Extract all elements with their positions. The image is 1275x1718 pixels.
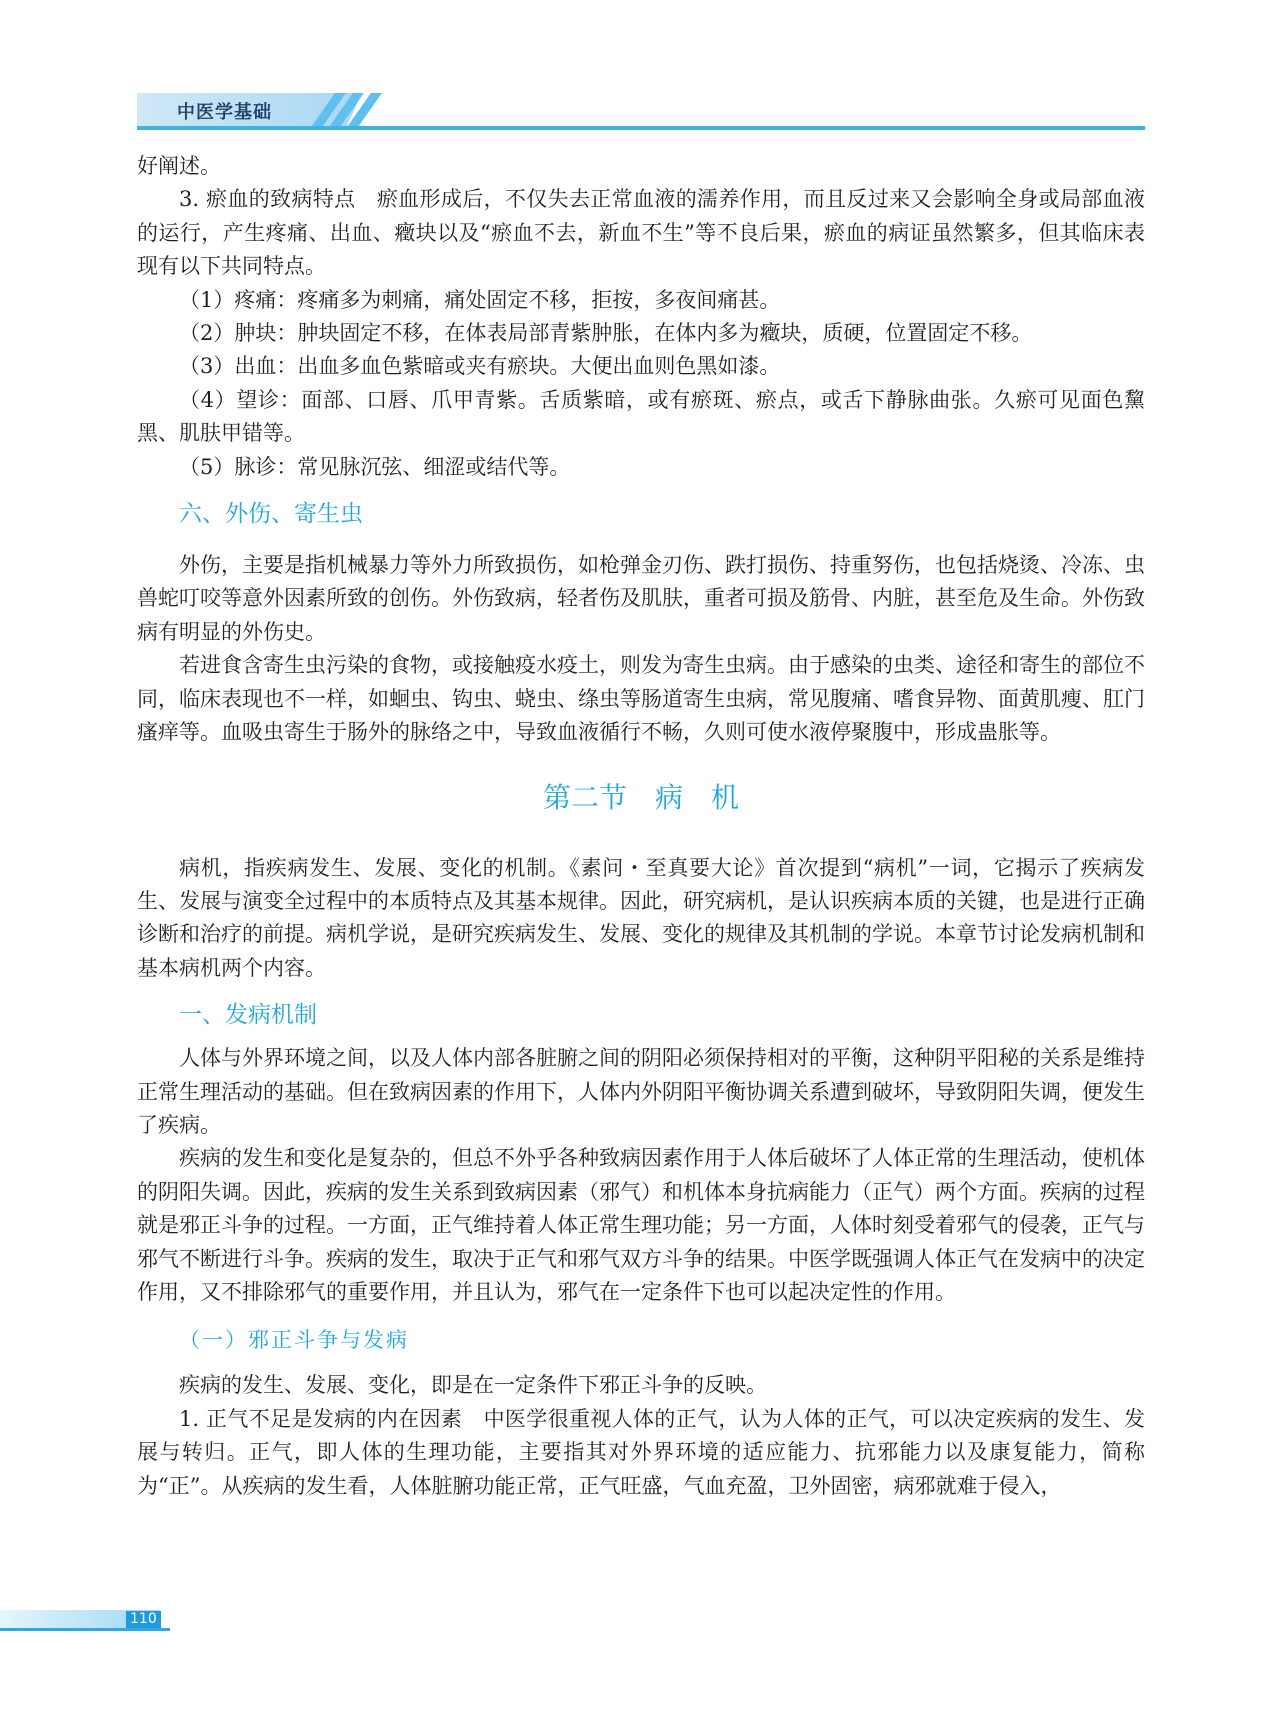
page-number: 110 [126,1611,161,1628]
chapter-section-title: 第二节 病 机 [542,780,739,814]
list-item: （4）望诊：面部、口唇、爪甲青紫。舌质紫暗，或有瘀斑、瘀点，或舌下静脉曲张。久瘀可见面色黧黑、肌肤甲错等。 [137,387,1145,446]
list-item: （3）出血：出血多血色紫暗或夹有瘀块。大便出血则色黑如漆。 [179,354,781,379]
paragraph: 外伤，主要是指机械暴力等外力所致损伤，如枪弹金刃伤、跌打损伤、持重努伤，也包括烧烫、冷冻、虫兽蛇叮咬等意外因素所致的创伤。外伤致病，轻者伤及肌肤，重者可损及筋骨、内脏，甚至危及生命。外伤致病有明显的外伤史。 [137,553,1145,644]
header-rule [137,126,1145,130]
paragraph: 病机，指疾病发生、发展、变化的机制。《素问・至真要大论》首次提到“病机”一词，它揭示了疾病发生、发展与演变全过程中的本质特点及其基本规律。因此，研究病机，是认识疾病本质的关键，也是进行正确诊断和治疗的前提。病机学说，是研究疾病发生、发展、变化的规律及其机制的学说。本章节讨论发病机制和基本病机两个内容。 [137,855,1145,980]
paragraph: 1. 正气不足是发病的内在因素 中医学很重视人体的正气，认为人体的正气，可以决定疾病的发生、发展与转归。正气，即人体的生理功能，主要指其对外界环境的适应能力、抗邪能力以及康复能力，简称为“正”。从疾病的发生看，人体脏腑功能正常，正气旺盛，气血充盈，卫外固密，病邪就难于侵入， [137,1406,1145,1498]
running-header [137,93,1145,133]
paragraph: 若进食含寄生虫污染的食物，或接触疫水疫土，则发为寄生虫病。由于感染的虫类、途径和寄生的部位不同，临床表现也不一样，如蛔虫、钩虫、蛲虫、绦虫等肠道寄生虫病，常见腹痛、嗜食异物、面黄肌瘦、肛门瘙痒等。血吸虫寄生于肠外的脉络之中，导致血液循行不畅，久则可使水液停聚腹中，形成蛊胀等。 [137,653,1145,745]
paragraph: 疾病的发生、发展、变化，即是在一定条件下邪正斗争的反映。 [179,1373,767,1398]
paragraph: 人体与外界环境之间，以及人体内部各脏腑之间的阴阳必须保持相对的平衡，这种阴平阳秘的关系是维持正常生理活动的基础。但在致病因素的作用下，人体内外阴阳平衡协调关系遭到破坏，导致阴阳失调，便发生了疾病。 [137,1046,1145,1137]
subsection-heading: （一）邪正斗争与发病 [179,1328,409,1353]
section-heading: 一、发病机制 [179,1002,317,1029]
footer-rule [0,1628,170,1631]
list-item: （5）脉诊：常见脉沉弦、细涩或结代等。 [179,454,571,479]
paragraph: 3. 瘀血的致病特点 瘀血形成后，不仅失去正常血液的濡养作用，而且反过来又会影响全身或局部血液的运行，产生疼痛、出血、癥块以及“瘀血不去，新血不生”等不良后果，瘀血的病证虽然繁多，但其临床表现有以下共同特点。 [137,187,1145,279]
page-body [137,150,1145,1503]
paragraph: 好阐述。 [137,154,221,178]
list-item: （1）疼痛：疼痛多为刺痛，痛处固定不移，拒按，多夜间痛甚。 [179,287,781,312]
book-title: 中医学基础 [177,102,272,123]
section-heading: 六、外伤、寄生虫 [179,501,363,528]
list-item: （2）肿块：肿块固定不移，在体表局部青紫肿胀，在体内多为癥块，质硬，位置固定不移。 [179,321,1033,346]
paragraph: 疾病的发生和变化是复杂的，但总不外乎各种致病因素作用于人体后破坏了人体正常的生理活动，使机体的阴阳失调。因此，疾病的发生关系到致病因素（邪气）和机体本身抗病能力（正气）两个方面。疾病的过程就是邪正斗争的过程。一方面，正气维持着人体正常生理功能；另一方面，人体时刻受着邪气的侵袭，正气与邪气不断进行斗争。疾病的发生，取决于正气和邪气双方斗争的结果。中医学既强调人体正气在发病中的决定作用，又不排除邪气的重要作用，并且认为，邪气在一定条件下也可以起决定性的作用。 [137,1146,1145,1304]
